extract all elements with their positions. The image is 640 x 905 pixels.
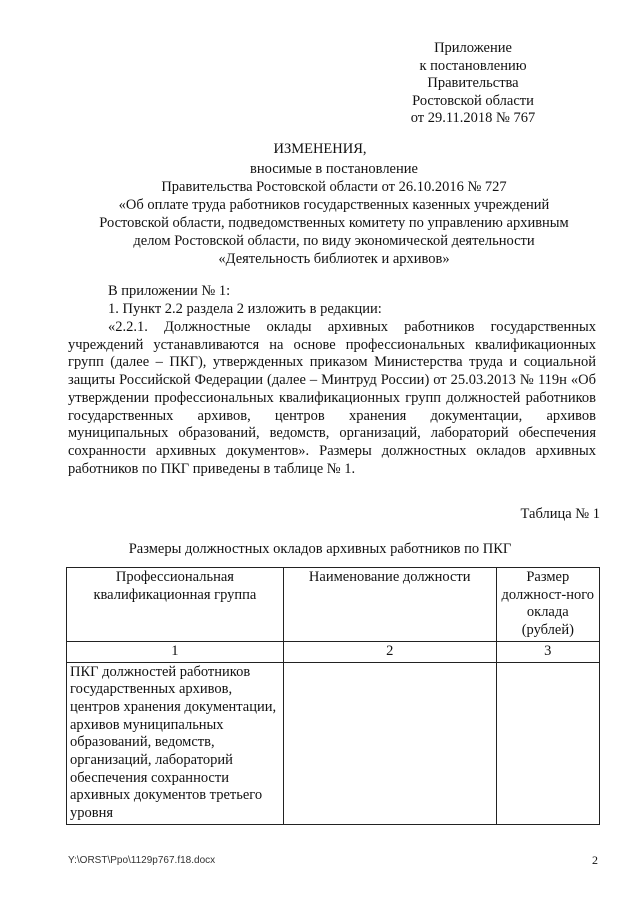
subtitle-line: делом Ростовской области, по виду экономической деятельности: [133, 233, 535, 249]
table-caption: Таблица № 1: [520, 506, 600, 522]
column-number: 1: [67, 641, 284, 662]
cell-position: [283, 662, 496, 824]
cell-group: ПКГ должностей работников государственных архивов, центров хранения документации, архивов муниципальных образований, ведомств, организаций, лабораторий обеспечения сохранности архивных документов третьего уровня: [67, 662, 284, 824]
column-number: 2: [283, 641, 496, 662]
header-salary: Размер должност-ного оклада (рублей): [496, 568, 599, 642]
subtitle-line: Ростовской области, подведомственных комитету по управлению архивным: [99, 215, 569, 231]
appendix-line: Правительства: [427, 75, 519, 91]
salary-table: [66, 567, 600, 825]
subtitle-line: Правительства Ростовской области от 26.10.2016 № 727: [161, 179, 507, 195]
paragraph-intro: В приложении № 1:: [108, 283, 231, 299]
appendix-header: [378, 40, 568, 128]
page-number: 2: [592, 853, 598, 867]
table-number-row: [67, 641, 600, 662]
document-title: ИЗМЕНЕНИЯ,: [273, 141, 367, 157]
paragraph-item: 1. Пункт 2.2 раздела 2 изложить в редакции:: [108, 301, 382, 317]
subtitle-line: «Об оплате труда работников государственных казенных учреждений: [118, 197, 550, 213]
appendix-line: Ростовской области: [412, 92, 534, 109]
appendix-line: Приложение: [434, 40, 512, 56]
subtitle-line: «Деятельность библиотек и архивов»: [218, 251, 450, 267]
appendix-line: к постановлению: [419, 57, 527, 74]
header-group: Профессиональная квалификационная группа: [67, 568, 284, 642]
footer-file-path: Y:\ORST\Ppo\1129p767.f18.docx: [68, 855, 216, 866]
table-header-row: [67, 568, 600, 642]
column-number: 3: [496, 641, 599, 662]
cell-salary: [496, 662, 599, 824]
appendix-line: от 29.11.2018 № 767: [410, 110, 536, 126]
subtitle-line: вносимые в постановление: [250, 161, 418, 177]
document-subtitle: [60, 160, 608, 268]
table-title: Размеры должностных окладов архивных работников по ПКГ: [128, 541, 512, 557]
header-position: Наименование должности: [283, 568, 496, 642]
table-row: [67, 662, 600, 824]
paragraph-main: «2.2.1. Должностные оклады архивных работников государственных учреждений устанавливаются на основе профессиональных квалификационных групп (далее – ПКГ), утвержденных приказом Министерства труда и социальной защиты Российской Федерации (далее – Минтруд России) от 25.03.2013 № 119н «Об утверждении профессиональных квалификационных групп должностей работников государственных архивов, центров хранения документации, архивов муниципальных образований, ведомств, организаций, лабораторий обеспечения сохранности архивных документов». Размеры должностных окладов архивных работников по ПКГ приведены в таблице № 1.: [68, 319, 596, 477]
